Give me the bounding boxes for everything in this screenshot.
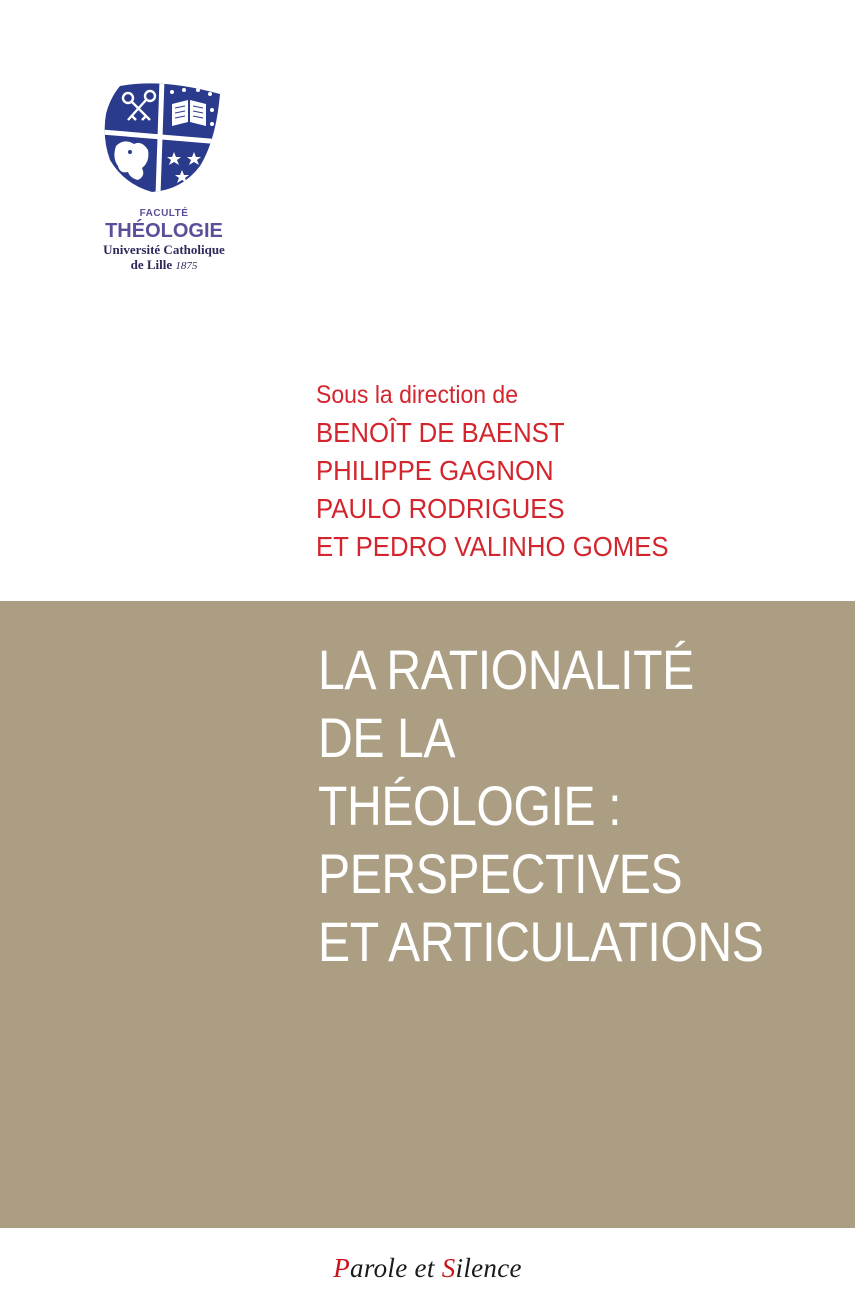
publisher-p-initial: P xyxy=(333,1253,351,1283)
editors-intro: Sous la direction de xyxy=(316,381,519,409)
logo-year: 1875 xyxy=(175,260,198,272)
logo-lille: de Lille xyxy=(130,257,173,272)
publisher-p-rest: arole et xyxy=(350,1253,442,1283)
publisher-wordmark xyxy=(333,1253,522,1284)
title-line: LA RATIONALITÉ xyxy=(318,638,694,701)
title-line: DE LA xyxy=(318,706,456,769)
logo-theologie: THÉOLOGIE xyxy=(105,220,223,242)
logo-faculte: FACULTÉ xyxy=(139,208,189,219)
editor-name: BENOÎT DE BAENST xyxy=(316,417,565,448)
logo-lille-line xyxy=(84,257,244,274)
coat-of-arms-icon xyxy=(102,80,222,195)
publisher-name xyxy=(0,1253,855,1284)
logo-universite: Université Catholique xyxy=(103,242,225,257)
editors-block xyxy=(316,376,699,566)
book-title xyxy=(318,636,836,976)
publisher-s-rest: ilence xyxy=(455,1253,522,1283)
title-line: PERSPECTIVES xyxy=(318,842,683,905)
publisher-s-initial: S xyxy=(441,1253,456,1283)
editor-name: PHILIPPE GAGNON xyxy=(316,455,554,486)
title-line: ET ARTICULATIONS xyxy=(318,910,764,973)
editor-name: ET PEDRO VALINHO GOMES xyxy=(316,531,669,562)
logo-text xyxy=(84,208,244,274)
title-line: THÉOLOGIE : xyxy=(318,774,622,837)
editor-name: PAULO RODRIGUES xyxy=(316,493,565,524)
